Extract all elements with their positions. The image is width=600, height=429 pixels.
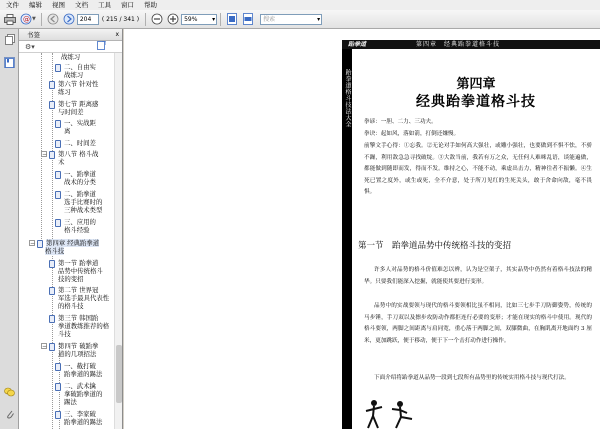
- bookmark-label: 第八节 格斗战: [58, 150, 99, 158]
- bookmark-label: 二、跆拳道: [64, 190, 96, 198]
- chapter-title: 经典跆拳道格斗技: [416, 94, 536, 110]
- bookmark-icon: [55, 140, 61, 148]
- bookmark-label: 拳道教练推荐的格: [58, 322, 110, 330]
- bookmark-label: 一、跆拳道: [64, 170, 96, 178]
- bookmark-label: 斗技: [58, 330, 71, 338]
- bookmark-label: 格斗技: [45, 247, 65, 255]
- pages-icon[interactable]: [4, 34, 15, 45]
- email-dropdown-icon[interactable]: ▼: [32, 16, 36, 22]
- bookmark-item[interactable]: [58, 267, 110, 275]
- menu-tools[interactable]: 工具: [98, 1, 111, 9]
- fit-width-icon[interactable]: [241, 12, 255, 26]
- collapse-toggle-icon[interactable]: −: [30, 240, 36, 247]
- section-title: 第一节 跆拳道品势中传统格斗技的变招: [358, 241, 512, 251]
- bookmark-label: 二、自由实: [64, 63, 96, 71]
- menu-edit[interactable]: 编辑: [29, 1, 42, 9]
- bookmark-icon: [55, 219, 61, 227]
- header-chapter-text: 第四章 经典跆拳道格斗技: [416, 41, 501, 48]
- bookmark-label: 战练习: [61, 53, 81, 61]
- bookmark-item[interactable]: [58, 294, 110, 302]
- toolbar-separator: [41, 13, 42, 26]
- intro-line: 拳诀：起如风，落如箭，打倒还嫌慢。: [364, 131, 460, 137]
- bookmark-label: 的格斗技: [58, 302, 84, 310]
- search-input[interactable]: 搜索 ▾: [260, 14, 322, 25]
- bookmark-item[interactable]: [58, 302, 110, 310]
- bookmark-icon: [37, 240, 43, 248]
- chapter-number: 第四章: [456, 77, 496, 92]
- bookmark-label: 第六节 针对性: [58, 80, 99, 88]
- bookmark-label: 三种战术类型: [64, 206, 103, 214]
- bookmark-label: 一、截打破: [64, 362, 96, 370]
- toolbar-separator: [220, 13, 221, 26]
- bookmark-icon: [55, 64, 61, 72]
- collapse-toggle-icon[interactable]: −: [42, 343, 48, 350]
- collapse-toggle-icon[interactable]: −: [42, 151, 48, 158]
- side-title-text: 跆拳道格斗技法大全: [344, 69, 351, 128]
- bookmark-label: 品势中传统格斗: [58, 267, 103, 275]
- bookmark-item[interactable]: [64, 390, 109, 398]
- bookmark-label: 军选手最具代表性: [58, 294, 110, 302]
- bookmark-icon: [49, 287, 55, 295]
- close-icon[interactable]: x: [115, 31, 119, 38]
- bookmark-label: 一、实战距: [64, 119, 96, 127]
- print-icon[interactable]: [3, 12, 17, 26]
- bookmark-label: 离: [64, 127, 71, 135]
- bookmark-label: 第一节 跆拳道: [58, 259, 99, 267]
- panel-scrollbar[interactable]: [114, 53, 122, 429]
- body-paragraph: 下面介绍将跆拳道从品势一段到七段所有品势里的传统实用格斗技与现代打法。: [374, 375, 570, 381]
- tree-guide-line: [41, 53, 42, 239]
- bookmark-label: 选手比赛时的: [64, 198, 103, 206]
- bookmark-item[interactable]: [58, 275, 110, 283]
- bookmark-label: 三、应用的: [64, 218, 96, 226]
- bookmark-icon: [49, 315, 55, 323]
- tree-guide-line: [52, 253, 53, 429]
- zoom-in-icon[interactable]: [166, 12, 180, 26]
- bookmark-item[interactable]: [64, 71, 109, 79]
- bookmark-tree: [19, 53, 114, 429]
- bookmark-item[interactable]: [64, 198, 109, 206]
- bookmark-item[interactable]: [45, 247, 105, 255]
- back-icon[interactable]: [46, 12, 60, 26]
- bookmarks-icon[interactable]: [4, 57, 15, 68]
- bookmark-label: 第三节 韩国跆: [58, 314, 99, 322]
- bookmark-label: 第二节 世界冠: [58, 286, 99, 294]
- fighters-illustration: [360, 397, 420, 429]
- bookmark-label: 战练习: [64, 71, 84, 79]
- menu-window[interactable]: 窗口: [121, 1, 134, 9]
- menu-document[interactable]: 文档: [75, 1, 88, 9]
- bookmark-item[interactable]: [58, 108, 108, 116]
- toolbar: [0, 10, 600, 29]
- bookmark-label: 三、李家破: [64, 410, 96, 418]
- page-gutter: [319, 29, 334, 429]
- bookmark-item[interactable]: [64, 226, 109, 234]
- bookmark-icon: [49, 101, 55, 109]
- bookmark-item[interactable]: [64, 398, 109, 406]
- bookmark-label: 术: [58, 158, 65, 166]
- bookmark-label: 与时间差: [58, 108, 84, 116]
- document-view[interactable]: [124, 29, 600, 429]
- bookmark-item[interactable]: [64, 370, 109, 378]
- bookmark-icon: [49, 260, 55, 268]
- bookmark-label: 第四章 经典跆拳道: [46, 239, 100, 247]
- bookmark-icon: [49, 151, 55, 159]
- zoom-level-select[interactable]: 59% ▾: [181, 14, 217, 25]
- panel-title: [19, 29, 122, 41]
- bookmark-item[interactable]: [64, 418, 109, 426]
- bookmark-icon: [49, 343, 55, 351]
- current-page: [334, 29, 600, 429]
- body-paragraph: 许多人对品势的格斗价值难怎以辨，认为是空架子，其实品势中仍然有着格斗技法的精华。只要我们能深入挖掘，就能使其要进行变形。: [364, 267, 592, 285]
- forward-icon[interactable]: [62, 12, 76, 26]
- options-icon[interactable]: ⚙▾: [25, 42, 35, 51]
- bookmark-label: 二、时间差: [64, 139, 96, 147]
- bookmark-label: 二、武术擒: [64, 382, 96, 390]
- bookmarks-panel: [19, 29, 123, 429]
- bookmark-label: 跆拳道的踢法: [64, 418, 103, 426]
- body-paragraph: 品势中的实战要领与现代的格斗要领相比虽不相同，比如三七步手刀防御姿势，传统的马步锤，手刀双以及擦步攻防动作都拒连行必要的变形；才能在现实的格斗中使用。现代的格斗要领，两脚之间距离与肩同宽，重心落于两脚之间，双膝微曲，在胸肌离开地面约 3 厘米，更加跳跃，便于移动，便于下一个击打动作进行操作。: [364, 303, 592, 344]
- scrollbar-thumb[interactable]: [116, 345, 122, 403]
- header-logo: 跆拳道: [348, 41, 367, 48]
- panel-title-text: 书签: [27, 31, 40, 39]
- previous-page: [124, 29, 319, 429]
- email-icon[interactable]: [19, 12, 33, 26]
- svg-text:@: @: [22, 15, 30, 24]
- bookmark-item[interactable]: [61, 53, 111, 61]
- menu-view[interactable]: 视图: [52, 1, 65, 9]
- bookmark-item[interactable]: [55, 139, 107, 148]
- attachments-icon[interactable]: [4, 409, 15, 420]
- bookmark-icon: [55, 383, 61, 391]
- bookmark-item[interactable]: [64, 206, 109, 214]
- bookmark-item[interactable]: [58, 158, 108, 166]
- fit-page-icon[interactable]: [225, 12, 239, 26]
- new-bookmark-icon[interactable]: [97, 41, 106, 52]
- bookmark-label: 道的几项招法: [58, 350, 97, 358]
- navigation-strip: [0, 29, 19, 429]
- bookmark-icon: [55, 411, 61, 419]
- bookmark-label: 第七节 距离感: [58, 100, 99, 108]
- menu-help[interactable]: 帮助: [144, 1, 157, 9]
- bookmark-label: 练习: [58, 88, 71, 96]
- bookmark-label: 技的变招: [58, 275, 84, 283]
- bookmark-label: 跆拳道的踢法: [64, 370, 103, 378]
- page-number-input[interactable]: 204: [77, 14, 99, 25]
- bookmark-item[interactable]: [58, 330, 110, 338]
- zoom-out-icon[interactable]: [150, 12, 164, 26]
- bookmark-icon: [55, 120, 61, 128]
- bookmark-item[interactable]: [64, 127, 104, 135]
- bookmark-label: 踢法: [64, 398, 77, 406]
- menu-file[interactable]: 文件: [6, 1, 19, 9]
- intro-paragraph: 前擎文手心得：①忘我。②无论对手如何高大强壮，或雕小强壮，也要做到不惧不怯，不骄不躁，利用敌急急寻找破绽。③大敌当前，我若有万之众，无任何人难咪乱语，谈能遍做，都能做到随即而发，得而不发。维持之心，不能不动，乘虚出击力，精神往者不振懒。④生死已置之度外，或生或死，全不介意，处于所刀见红的生死关头，敢于舍命向敌，毫不畏惧。: [364, 143, 592, 195]
- bookmark-label: 战术的分类: [64, 178, 96, 186]
- bookmark-icon: [55, 171, 61, 179]
- panel-toolbar: [19, 41, 122, 53]
- bookmark-label: 拿破跆拳道的: [64, 390, 103, 398]
- bookmark-icon: [49, 81, 55, 89]
- bookmark-icon: [55, 363, 61, 371]
- toolbar-separator: [145, 13, 146, 26]
- bookmark-item[interactable]: [64, 178, 109, 186]
- bookmark-icon: [55, 191, 61, 199]
- page-count: ( 215 / 341 ): [101, 15, 140, 23]
- comments-icon[interactable]: [4, 387, 15, 398]
- bookmark-item[interactable]: [58, 88, 108, 96]
- bookmark-label: 第四节 破跆拳: [58, 342, 99, 350]
- bookmark-item[interactable]: [58, 322, 110, 330]
- menu-bar: [0, 0, 600, 10]
- bookmark-label: 格斗经验: [64, 226, 90, 234]
- bookmark-item[interactable]: [58, 350, 110, 358]
- intro-line: 拳谚：一胆、二力、三功夫。: [364, 119, 437, 125]
